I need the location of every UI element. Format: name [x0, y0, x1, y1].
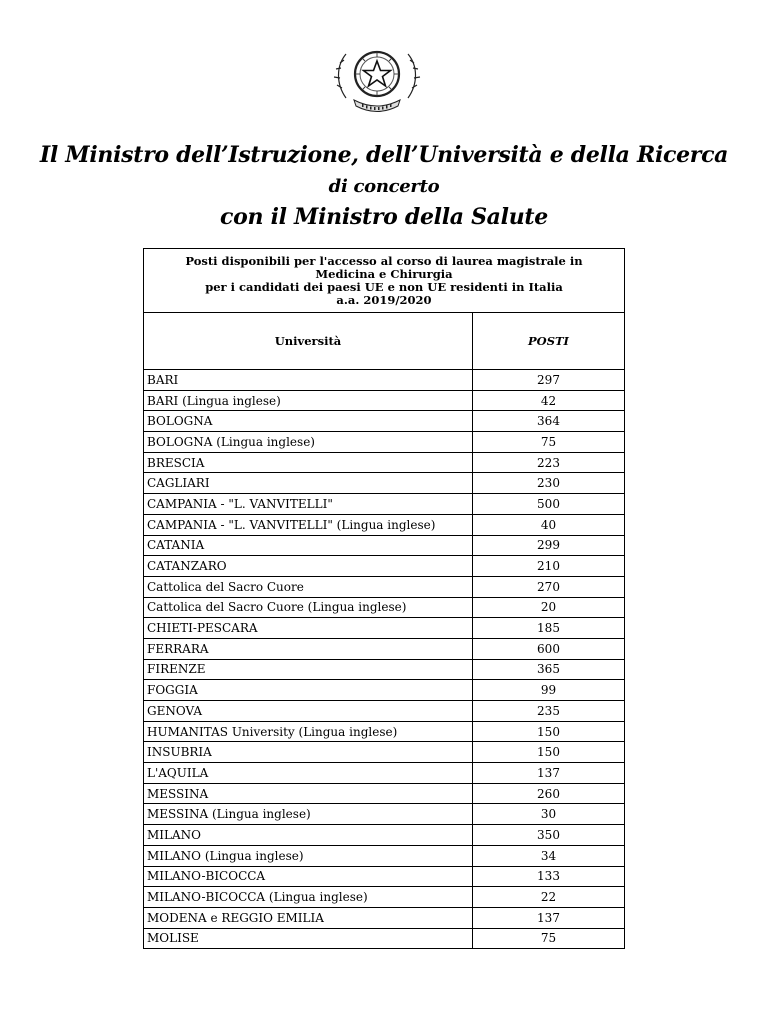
posti-cell: 133: [473, 866, 625, 887]
university-cell: BRESCIA: [144, 452, 473, 473]
university-cell: BARI: [144, 370, 473, 391]
university-cell: CATANIA: [144, 535, 473, 556]
table-row: [144, 370, 625, 391]
table-row: [144, 680, 625, 701]
table-row: [144, 535, 625, 556]
posti-cell: 40: [473, 514, 625, 535]
posti-cell: 137: [473, 907, 625, 928]
university-cell: FERRARA: [144, 638, 473, 659]
university-cell: GENOVA: [144, 701, 473, 722]
university-cell: MOLISE: [144, 928, 473, 949]
table-row: [144, 866, 625, 887]
table-row: [144, 742, 625, 763]
caption-line: Medicina e Chirurgia: [315, 266, 453, 281]
posti-cell: 500: [473, 494, 625, 515]
university-cell: CATANZARO: [144, 556, 473, 577]
university-cell: CAMPANIA - "L. VANVITELLI": [144, 494, 473, 515]
university-cell: HUMANITAS University (Lingua inglese): [144, 721, 473, 742]
university-cell: FOGGIA: [144, 680, 473, 701]
posti-cell: 99: [473, 680, 625, 701]
table-row: [144, 701, 625, 722]
table-row: [144, 721, 625, 742]
posti-cell: 185: [473, 618, 625, 639]
table-row: [144, 845, 625, 866]
table-row: [144, 514, 625, 535]
posti-cell: 365: [473, 659, 625, 680]
places-table: [143, 248, 625, 949]
posti-cell: 350: [473, 825, 625, 846]
university-cell: MILANO-BICOCCA (Lingua inglese): [144, 887, 473, 908]
caption-line: Posti disponibili per l'accesso al corso di laurea magistrale in: [185, 253, 583, 268]
posti-cell: 75: [473, 928, 625, 949]
table-row: [144, 659, 625, 680]
posti-cell: 75: [473, 432, 625, 453]
table-row: [144, 887, 625, 908]
table-row: [144, 907, 625, 928]
posti-cell: 22: [473, 887, 625, 908]
posti-cell: 260: [473, 783, 625, 804]
posti-cell: 600: [473, 638, 625, 659]
university-cell: MESSINA: [144, 783, 473, 804]
table-row: [144, 432, 625, 453]
table-caption-row: [144, 249, 625, 313]
university-cell: MILANO-BICOCCA: [144, 866, 473, 887]
university-cell: MODENA e REGGIO EMILIA: [144, 907, 473, 928]
posti-cell: 150: [473, 742, 625, 763]
posti-cell: 270: [473, 576, 625, 597]
table-row: [144, 928, 625, 949]
table-row: [144, 494, 625, 515]
table-row: [144, 783, 625, 804]
health-minister-heading: con il Ministro della Salute: [220, 204, 548, 230]
table-row: [144, 618, 625, 639]
posti-cell: 42: [473, 390, 625, 411]
posti-cell: 299: [473, 535, 625, 556]
university-cell: L'AQUILA: [144, 763, 473, 784]
table-caption: [144, 249, 625, 313]
table-row: [144, 390, 625, 411]
university-cell: MESSINA (Lingua inglese): [144, 804, 473, 825]
table-row: [144, 825, 625, 846]
posti-cell: 150: [473, 721, 625, 742]
university-cell: MILANO (Lingua inglese): [144, 845, 473, 866]
table-row: [144, 556, 625, 577]
university-cell: Cattolica del Sacro Cuore (Lingua inglese): [144, 597, 473, 618]
university-cell: CHIETI-PESCARA: [144, 618, 473, 639]
university-cell: FIRENZE: [144, 659, 473, 680]
posti-column-header: POSTI: [473, 313, 625, 370]
posti-cell: 364: [473, 411, 625, 432]
university-cell: CAMPANIA - "L. VANVITELLI" (Lingua inglese): [144, 514, 473, 535]
posti-cell: 210: [473, 556, 625, 577]
table-row: [144, 638, 625, 659]
caption-line: a.a. 2019/2020: [336, 292, 432, 307]
posti-cell: 230: [473, 473, 625, 494]
university-cell: INSUBRIA: [144, 742, 473, 763]
italian-republic-emblem-icon: [332, 40, 422, 120]
university-cell: MILANO: [144, 825, 473, 846]
table-row: [144, 452, 625, 473]
table-row: [144, 597, 625, 618]
posti-cell: 235: [473, 701, 625, 722]
table-row: [144, 411, 625, 432]
university-cell: Cattolica del Sacro Cuore: [144, 576, 473, 597]
table-row: [144, 763, 625, 784]
posti-cell: 137: [473, 763, 625, 784]
university-cell: BOLOGNA (Lingua inglese): [144, 432, 473, 453]
table-row: [144, 576, 625, 597]
posti-cell: 297: [473, 370, 625, 391]
university-column-header: Università: [144, 313, 473, 370]
posti-cell: 20: [473, 597, 625, 618]
column-header-row: [144, 313, 625, 370]
minister-heading: Il Ministro dell’Istruzione, dell’Università e della Ricerca: [39, 142, 729, 168]
university-cell: CAGLIARI: [144, 473, 473, 494]
caption-line: per i candidati dei paesi UE e non UE residenti in Italia: [205, 279, 563, 294]
concert-heading: di concerto: [328, 176, 440, 197]
university-cell: BARI (Lingua inglese): [144, 390, 473, 411]
posti-cell: 30: [473, 804, 625, 825]
university-cell: BOLOGNA: [144, 411, 473, 432]
posti-cell: 34: [473, 845, 625, 866]
table-row: [144, 473, 625, 494]
posti-cell: 223: [473, 452, 625, 473]
table-row: [144, 804, 625, 825]
